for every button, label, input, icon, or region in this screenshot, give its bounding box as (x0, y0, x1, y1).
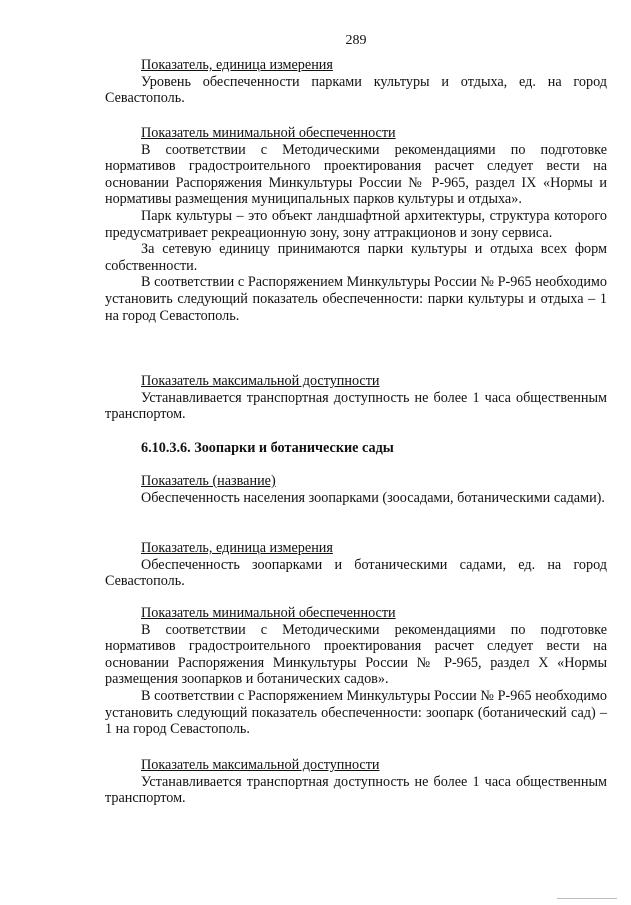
section-label: Показатель, единица измерения (141, 540, 333, 556)
section-name-zoos (105, 473, 607, 506)
paragraph: Устанавливается транспортная доступность не более 1 часа общественным транспортом. (105, 773, 607, 807)
paragraph: Уровень обеспеченности парками культуры и отдыха, ед. на город Севастополь. (105, 73, 607, 107)
section-label: Показатель (название) (141, 473, 276, 489)
section-label: Показатель минимальной обеспеченности (141, 605, 396, 621)
section-label: Показатель, единица измерения (141, 57, 333, 73)
paragraph: Парк культуры – это объект ландшафтной архитектуры, структура которого предусматривает рекреационную зону, зону аттракционов и зону сервиса. (105, 207, 607, 241)
section-label: Показатель максимальной доступности (141, 757, 380, 773)
section-unit-parks (105, 57, 607, 107)
document-page (105, 0, 607, 905)
section-heading (105, 440, 607, 457)
paragraph: Обеспеченность населения зоопарками (зоосадами, ботаническими садами). (141, 489, 605, 506)
paragraph: В соответствии с Методическими рекомендациями по подготовке нормативов градостроительного проектирования расчет следует вести на основании Распоряжения Минкультуры России № Р-965, раздел IX «Нормы и нормативы размещения муниципальных парков культуры и отдыха». (105, 141, 607, 208)
section-label: Показатель максимальной доступности (141, 373, 380, 389)
paragraph: В соответствии с Методическими рекомендациями по подготовке нормативов градостроительного проектирования расчет следует вести на основании Распоряжения Минкультуры России № Р-965, раздел X «Нормы размещения зоопарков и ботанических садов». (105, 621, 607, 688)
section-label: Показатель минимальной обеспеченности (141, 125, 396, 141)
section-max-access-parks (105, 373, 607, 423)
paragraph: В соответствии с Распоряжением Минкультуры России № Р-965 необходимо установить следующий показатель обеспеченности: зоопарк (ботанический сад) – 1 на город Севастополь. (105, 687, 607, 738)
subsection-title: 6.10.3.6. Зоопарки и ботанические сады (141, 440, 394, 456)
section-max-access-zoos (105, 757, 607, 807)
section-min-provision-parks (105, 125, 607, 324)
page-number: 289 (345, 33, 367, 48)
paragraph: В соответствии с Распоряжением Минкультуры России № Р-965 необходимо установить следующий показатель обеспеченности: парки культуры и отдыха – 1 на город Севастополь. (105, 274, 607, 324)
paragraph: Обеспеченность зоопарками и ботаническими садами, ед. на город Севастополь. (105, 556, 607, 590)
paragraph: За сетевую единицу принимаются парки культуры и отдыха всех форм собственности. (105, 241, 607, 274)
paragraph: Устанавливается транспортная доступность не более 1 часа общественным транспортом. (105, 389, 607, 423)
scan-mark (557, 898, 617, 899)
section-unit-zoos (105, 540, 607, 590)
section-min-provision-zoos (105, 605, 607, 738)
